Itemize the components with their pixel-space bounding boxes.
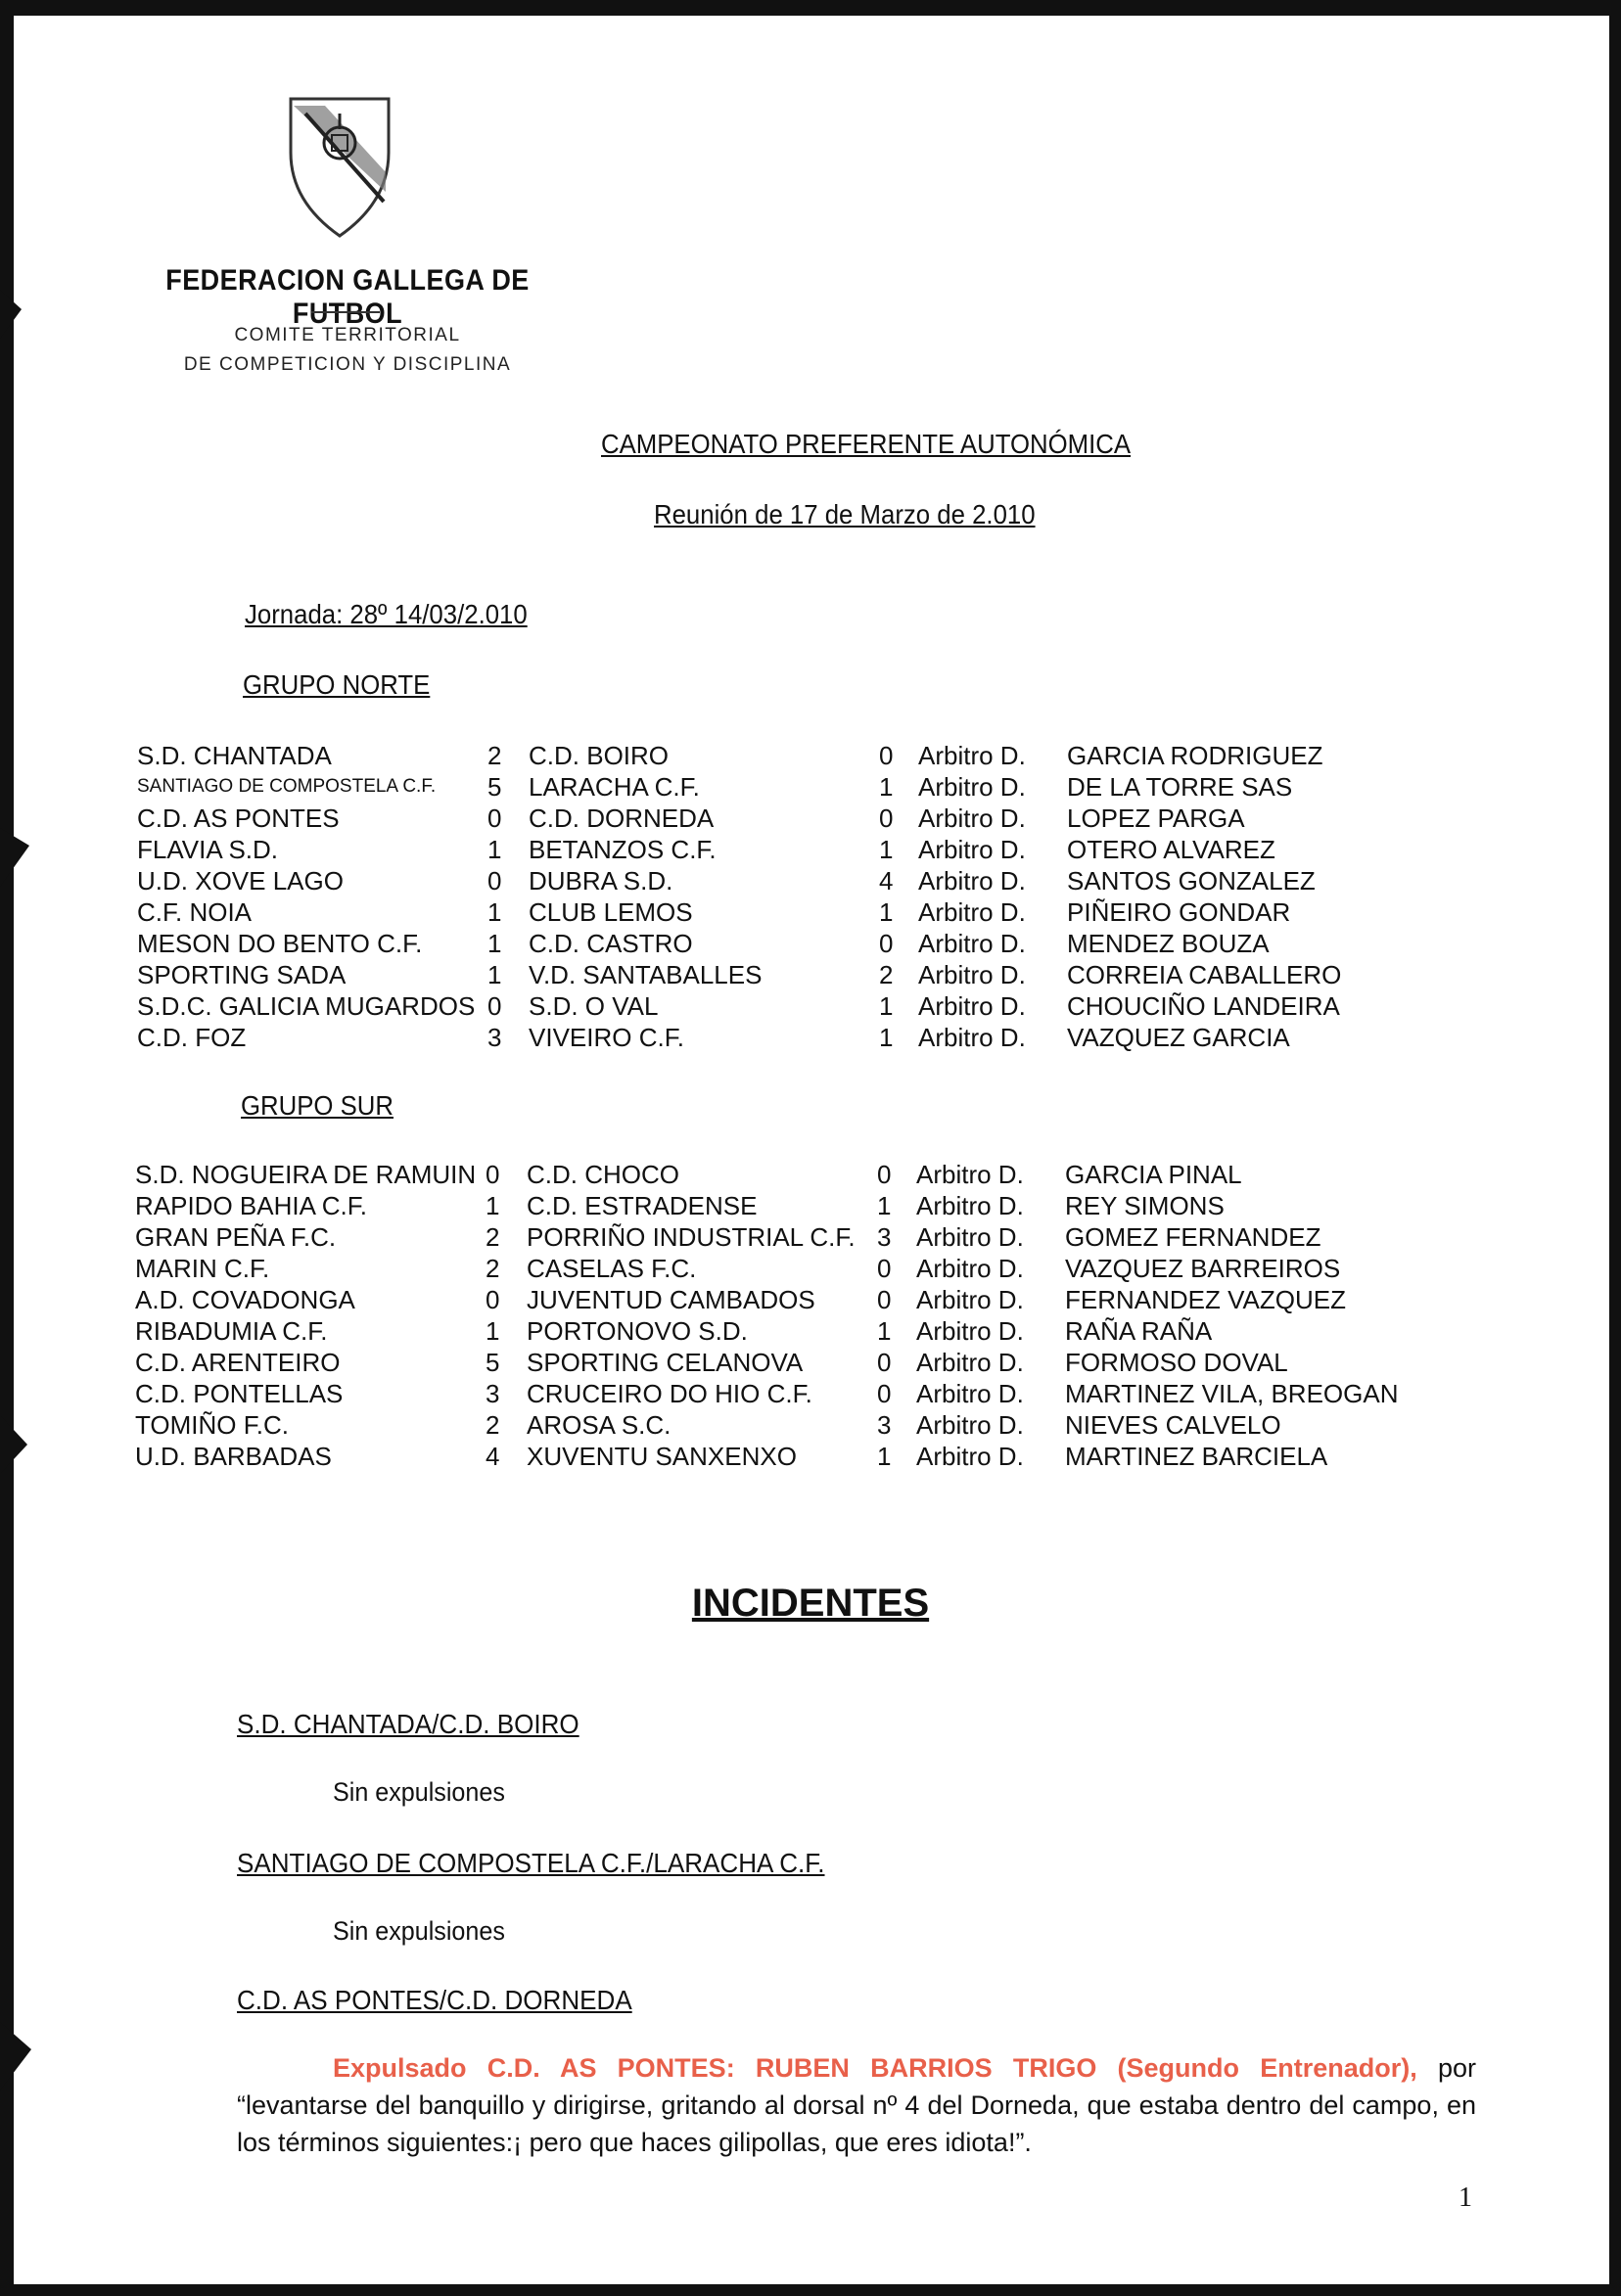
- home-score: 3: [486, 1378, 500, 1408]
- result-row: [137, 803, 1410, 834]
- result-row: [135, 1409, 1408, 1441]
- away-team: VIVEIRO C.F.: [529, 1022, 684, 1052]
- referee-name: RAÑA RAÑA: [1065, 1315, 1213, 1346]
- away-score: 1: [879, 1022, 894, 1052]
- referee-name: GARCIA RODRIGUEZ: [1067, 740, 1323, 770]
- home-score: 1: [486, 1190, 500, 1220]
- result-row: [137, 1022, 1410, 1053]
- home-score: 5: [487, 771, 502, 802]
- referee-name: LOPEZ PARGA: [1067, 803, 1245, 833]
- away-team: XUVENTU SANXENXO: [527, 1441, 797, 1471]
- referee-label: Arbitro D.: [918, 928, 1026, 958]
- result-row: [137, 771, 1410, 803]
- home-score: 0: [487, 865, 502, 895]
- away-score: 2: [879, 959, 894, 989]
- torn-edge-mark: [0, 2022, 31, 2090]
- home-team: SPORTING SADA: [137, 959, 347, 989]
- referee-label: Arbitro D.: [916, 1190, 1024, 1220]
- home-team: U.D. XOVE LAGO: [137, 865, 344, 895]
- away-team: JUVENTUD CAMBADOS: [527, 1284, 815, 1314]
- home-team: RIBADUMIA C.F.: [135, 1315, 328, 1346]
- referee-label: Arbitro D.: [916, 1315, 1024, 1346]
- away-team: C.D. CHOCO: [527, 1159, 679, 1189]
- referee-name: CHOUCIÑO LANDEIRA: [1067, 990, 1340, 1021]
- referee-name: DE LA TORRE SAS: [1067, 771, 1293, 802]
- referee-name: MARTINEZ BARCIELA: [1065, 1441, 1328, 1471]
- home-score: 0: [487, 990, 502, 1021]
- referee-name: NIEVES CALVELO: [1065, 1409, 1281, 1440]
- referee-label: Arbitro D.: [918, 896, 1026, 927]
- referee-label: Arbitro D.: [918, 740, 1026, 770]
- referee-name: GOMEZ FERNANDEZ: [1065, 1221, 1321, 1252]
- grupo-sur-table: [135, 1159, 1408, 1472]
- home-team: C.D. AS PONTES: [137, 803, 340, 833]
- referee-label: Arbitro D.: [918, 865, 1026, 895]
- expulsion-highlight: Expulsado C.D. AS PONTES: RUBEN BARRIOS TRIGO (Segundo Entrenador),: [333, 2053, 1417, 2083]
- away-team: C.D. DORNEDA: [529, 803, 715, 833]
- referee-label: Arbitro D.: [918, 959, 1026, 989]
- referee-label: Arbitro D.: [916, 1409, 1024, 1440]
- home-score: 2: [486, 1253, 500, 1283]
- away-team: C.D. BOIRO: [529, 740, 670, 770]
- result-row: [137, 896, 1410, 928]
- result-row: [135, 1221, 1408, 1253]
- home-team: TOMIÑO F.C.: [135, 1409, 289, 1440]
- referee-label: Arbitro D.: [918, 1022, 1026, 1052]
- incident-match-heading: S.D. CHANTADA/C.D. BOIRO: [237, 1709, 579, 1739]
- away-score: 0: [877, 1378, 892, 1408]
- result-row: [137, 959, 1410, 990]
- incident-match-heading: SANTIAGO DE COMPOSTELA C.F./LARACHA C.F.: [237, 1848, 825, 1878]
- away-team: LARACHA C.F.: [529, 771, 700, 802]
- result-row: [137, 928, 1410, 959]
- result-row: [137, 834, 1410, 865]
- away-team: CRUCEIRO DO HIO C.F.: [527, 1378, 812, 1408]
- home-team: MESON DO BENTO C.F.: [137, 928, 423, 958]
- incident-paragraph: [237, 2049, 1476, 2161]
- incident-match-heading: C.D. AS PONTES/C.D. DORNEDA: [237, 1985, 632, 2015]
- away-score: 3: [877, 1221, 892, 1252]
- home-team: C.D. PONTELLAS: [135, 1378, 344, 1408]
- referee-name: VAZQUEZ BARREIROS: [1065, 1253, 1341, 1283]
- home-team: S.D. CHANTADA: [137, 740, 332, 770]
- meeting-date: Reunión de 17 de Marzo de 2.010: [654, 499, 1036, 529]
- away-score: 1: [877, 1190, 892, 1220]
- referee-name: GARCIA PINAL: [1065, 1159, 1242, 1189]
- org-subtitle-1: COMITE TERRITORIAL: [234, 325, 461, 345]
- home-score: 1: [487, 959, 502, 989]
- home-score: 0: [486, 1284, 500, 1314]
- result-row: [135, 1441, 1408, 1472]
- away-score: 1: [877, 1315, 892, 1346]
- torn-edge-mark: [0, 1415, 27, 1474]
- org-name: FEDERACION GALLEGA DE FUTBOL: [165, 264, 530, 330]
- expulsion-description: por “levantarse del banquillo y dirigirse, gritando al dorsal nº 4 del Dorneda, que estaba dentro del campo, en los términos siguientes:¡ pero que haces gilipollas, que eres idiota!”.: [237, 2053, 1476, 2157]
- away-team: C.D. CASTRO: [529, 928, 693, 958]
- referee-label: Arbitro D.: [916, 1159, 1024, 1189]
- home-team: MARIN C.F.: [135, 1253, 270, 1283]
- home-team: SANTIAGO DE COMPOSTELA C.F.: [137, 776, 437, 797]
- referee-label: Arbitro D.: [918, 834, 1026, 864]
- home-team: C.F. NOIA: [137, 896, 253, 927]
- away-team: SPORTING CELANOVA: [527, 1347, 804, 1377]
- away-team: BETANZOS C.F.: [529, 834, 717, 864]
- grupo-norte-table: [137, 740, 1410, 1053]
- away-team: CLUB LEMOS: [529, 896, 693, 927]
- away-team: V.D. SANTABALLES: [529, 959, 763, 989]
- away-team: DUBRA S.D.: [529, 865, 673, 895]
- home-team: A.D. COVADONGA: [135, 1284, 355, 1314]
- incident-text: Sin expulsiones: [333, 1777, 505, 1807]
- home-score: 1: [487, 896, 502, 927]
- result-row: [135, 1347, 1408, 1378]
- org-subtitle-2: DE COMPETICION Y DISCIPLINA: [183, 354, 512, 375]
- referee-label: Arbitro D.: [916, 1441, 1024, 1471]
- home-team: S.D. NOGUEIRA DE RAMUIN: [135, 1159, 477, 1189]
- home-score: 0: [487, 803, 502, 833]
- org-divider: [311, 311, 380, 313]
- away-score: 3: [877, 1409, 892, 1440]
- referee-name: FORMOSO DOVAL: [1065, 1347, 1288, 1377]
- away-team: PORTONOVO S.D.: [527, 1315, 748, 1346]
- grupo-norte-heading: GRUPO NORTE: [243, 669, 431, 700]
- home-score: 2: [486, 1409, 500, 1440]
- home-score: 1: [486, 1315, 500, 1346]
- home-score: 1: [487, 928, 502, 958]
- document-title: CAMPEONATO PREFERENTE AUTONÓMICA: [601, 429, 1132, 459]
- home-team: RAPIDO BAHIA C.F.: [135, 1190, 367, 1220]
- home-score: 1: [487, 834, 502, 864]
- result-row: [135, 1190, 1408, 1221]
- jornada-heading: Jornada: 28º 14/03/2.010: [245, 599, 528, 629]
- away-score: 1: [879, 834, 894, 864]
- result-row: [135, 1253, 1408, 1284]
- referee-name: FERNANDEZ VAZQUEZ: [1065, 1284, 1346, 1314]
- grupo-sur-heading: GRUPO SUR: [241, 1090, 394, 1121]
- referee-label: Arbitro D.: [918, 803, 1026, 833]
- incident-text: Sin expulsiones: [333, 1916, 505, 1946]
- home-team: GRAN PEÑA F.C.: [135, 1221, 337, 1252]
- result-row: [135, 1284, 1408, 1315]
- referee-name: CORREIA CABALLERO: [1067, 959, 1342, 989]
- away-score: 0: [877, 1347, 892, 1377]
- away-score: 0: [879, 928, 894, 958]
- referee-name: REY SIMONS: [1065, 1190, 1225, 1220]
- away-score: 1: [879, 771, 894, 802]
- referee-name: VAZQUEZ GARCIA: [1067, 1022, 1290, 1052]
- home-score: 0: [486, 1159, 500, 1189]
- page-number: 1: [1459, 2182, 1472, 2213]
- federation-crest-icon: [286, 94, 394, 241]
- away-score: 0: [879, 803, 894, 833]
- referee-label: Arbitro D.: [916, 1284, 1024, 1314]
- result-row: [135, 1378, 1408, 1409]
- home-team: C.D. ARENTEIRO: [135, 1347, 341, 1377]
- home-score: 4: [486, 1441, 500, 1471]
- away-team: CASELAS F.C.: [527, 1253, 697, 1283]
- away-score: 1: [879, 990, 894, 1021]
- referee-label: Arbitro D.: [916, 1347, 1024, 1377]
- referee-name: PIÑEIRO GONDAR: [1067, 896, 1291, 927]
- away-score: 1: [877, 1441, 892, 1471]
- referee-label: Arbitro D.: [918, 771, 1026, 802]
- result-row: [137, 990, 1410, 1022]
- away-score: 4: [879, 865, 894, 895]
- result-row: [137, 865, 1410, 896]
- home-score: 3: [487, 1022, 502, 1052]
- incidentes-heading: INCIDENTES: [691, 1582, 930, 1625]
- torn-edge-mark: [0, 828, 29, 887]
- referee-name: MENDEZ BOUZA: [1067, 928, 1270, 958]
- home-team: C.D. FOZ: [137, 1022, 247, 1052]
- referee-label: Arbitro D.: [916, 1378, 1024, 1408]
- away-score: 0: [877, 1159, 892, 1189]
- referee-name: OTERO ALVAREZ: [1067, 834, 1275, 864]
- result-row: [135, 1159, 1408, 1190]
- result-row: [137, 740, 1410, 771]
- result-row: [135, 1315, 1408, 1347]
- home-team: U.D. BARBADAS: [135, 1441, 332, 1471]
- referee-name: SANTOS GONZALEZ: [1067, 865, 1316, 895]
- away-score: 0: [879, 740, 894, 770]
- away-score: 1: [879, 896, 894, 927]
- home-score: 2: [487, 740, 502, 770]
- torn-edge-mark: [0, 290, 22, 339]
- referee-name: MARTINEZ VILA, BREOGAN: [1065, 1378, 1399, 1408]
- away-team: AROSA S.C.: [527, 1409, 672, 1440]
- away-team: S.D. O VAL: [529, 990, 659, 1021]
- away-team: PORRIÑO INDUSTRIAL C.F.: [527, 1221, 856, 1252]
- away-score: 0: [877, 1253, 892, 1283]
- away-score: 0: [877, 1284, 892, 1314]
- home-score: 2: [486, 1221, 500, 1252]
- referee-label: Arbitro D.: [918, 990, 1026, 1021]
- referee-label: Arbitro D.: [916, 1253, 1024, 1283]
- home-team: FLAVIA S.D.: [137, 834, 279, 864]
- away-team: C.D. ESTRADENSE: [527, 1190, 758, 1220]
- home-team: S.D.C. GALICIA MUGARDOS: [137, 990, 476, 1021]
- referee-label: Arbitro D.: [916, 1221, 1024, 1252]
- home-score: 5: [486, 1347, 500, 1377]
